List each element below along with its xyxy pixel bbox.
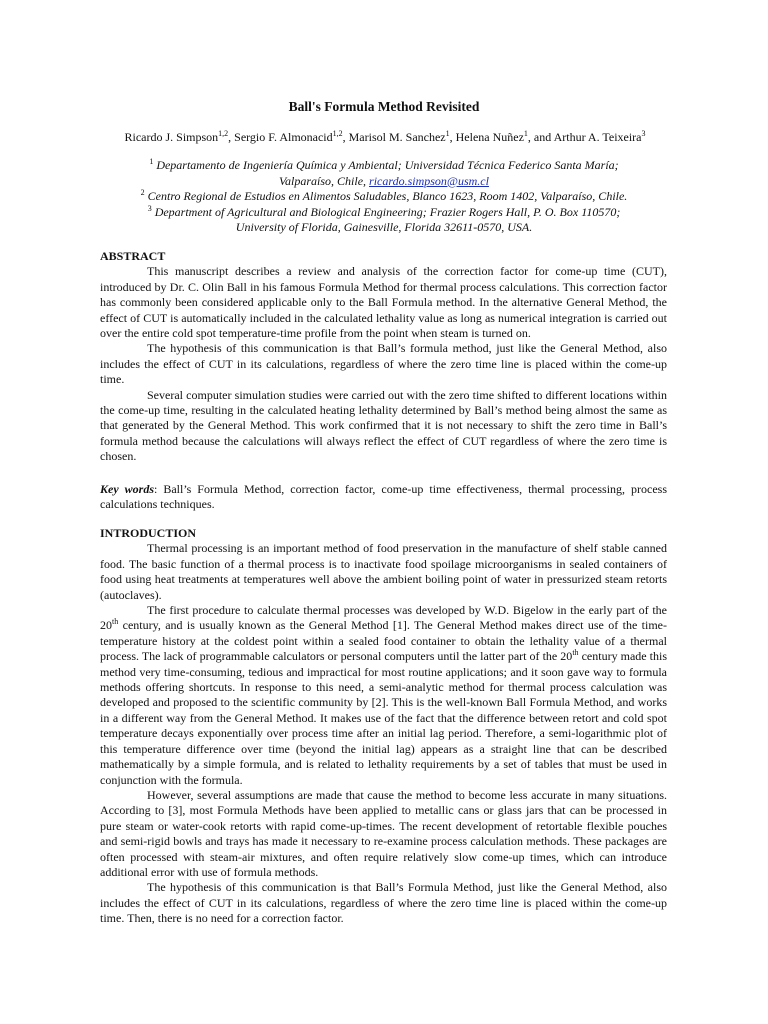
author-affiliation-marker: 1,2 (332, 129, 343, 138)
keywords-label: Key words (100, 482, 154, 496)
paper-title: Ball's Formula Method Revisited (288, 99, 480, 114)
affiliation-number: 2 (140, 188, 145, 198)
email-link[interactable]: ricardo.simpson@usm.cl (369, 173, 489, 188)
abstract-paragraph: Several computer simulation studies were carried out with the zero time shifted to different locations within the come-up time, resulting in the calculated heating lethality determined by Ball’s method being almost the same as that generated by the General Method. This work confirmed that it is not necessary to shift the zero time in Ball’s formula method because the calculations will always reflect the effect of CUT regardless of where the zero time is chosen. (100, 387, 667, 464)
paragraph-text: century made this method very time-consuming, tedious and impractical for most routine applications; and it soon gave way to formula methods offering shortcuts. In response to this need, a semi-analytic method for thermal process calculation was developed and proposed to the scientific community by [2]. This is the well-known Ball Formula Method, and works in a different way from the General Method. It makes use of the fact that the difference between retort and cold spot temperature decays exponentially over process time after an initial lag period. Therefore, a semi-logarithmic plot of this temperature difference over time (beyond the initial lag) appears as a straight line that can be described mathematically by a simple formula, and is related to lethality requirements by a set of tables that must be used in conjunction with the formula. (100, 649, 667, 787)
introduction-section (100, 526, 667, 927)
author-name: Arthur A. Teixeira (553, 130, 642, 144)
author-separator: , (228, 130, 235, 144)
affiliation-3-cont (100, 220, 668, 236)
affiliation-text: University of Florida, Gainesville, Florida 32611-0570, USA. (235, 220, 533, 235)
superscript: th (572, 648, 579, 658)
affiliation-number: 1 (149, 157, 154, 166)
affiliations (100, 158, 668, 236)
affiliation-text: Centro Regional de Estudios en Alimentos Saludables, Blanco 1623, Room 1402, Valparaíso, Chile. (147, 189, 628, 204)
paragraph-text: The first procedure to calculate thermal processes was developed by W.D. Bigelow in the early part of the 20 (100, 603, 667, 633)
keywords-section (100, 482, 667, 513)
author-name: Marisol M. Sanchez (348, 130, 446, 144)
introduction-paragraph (100, 603, 667, 788)
introduction-paragraph: Thermal processing is an important method of food preservation in the manufacture of shelf stable canned food. The basic function of a thermal process is to inactivate food spoilage microorganisms in sealed containers of food using heat treatments at temperatures well above the ambient boiling point of water in pressurized steam retorts (autoclaves). (100, 541, 667, 602)
author-name: Helena Nuñez (455, 130, 524, 144)
introduction-paragraph: The hypothesis of this communication is that Ball’s Formula Method, just like the General Method, also includes the effect of CUT in its calculations, regardless of where the zero time line is placed within the come-up time. Then, there is no need for a correction factor. (100, 880, 667, 926)
abstract-paragraph: The hypothesis of this communication is that Ball’s formula method, just like the General Method, also includes the effect of CUT in its calculations, regardless of where the zero time line is placed within the come-up time. (100, 341, 667, 387)
affiliation-number: 3 (147, 203, 152, 213)
affiliation-1-cont (100, 174, 668, 190)
author-affiliation-marker: 1,2 (218, 129, 229, 138)
author-separator: , (449, 130, 456, 144)
author-affiliation-marker: 3 (641, 129, 646, 138)
abstract-heading: ABSTRACT (100, 249, 166, 263)
affiliation-text: Valparaíso, Chile, (279, 173, 370, 188)
affiliation-text: Department of Agricultural and Biological Engineering; Frazier Rogers Hall, P. O. Box 110570; (154, 204, 621, 219)
author-affiliation-marker: 1 (523, 129, 528, 138)
introduction-paragraph: However, several assumptions are made that cause the method to become less accurate in many situations. According to [3], most Formula Methods have been applied to metallic cans or glass jars that can be processed in pure steam or water-cook retorts with rapid come-up-times. The recent development of retortable flexible pouches and semi-rigid bowls and trays has made it necessary to re-examine process calculation methods. These packages are often processed with steam-air mixtures, and often require relatively slow come-up times, which can introduce additional error with use of formula methods. (100, 787, 667, 879)
superscript: th (112, 617, 119, 627)
affiliation-3 (100, 205, 668, 221)
author-separator: , and (527, 130, 554, 144)
keywords-paragraph (100, 482, 667, 513)
author-list (90, 130, 680, 145)
abstract-paragraph: This manuscript describes a review and analysis of the correction factor for come-up time (CUT), introduced by Dr. C. Olin Ball in his famous Formula Method for thermal process calculations. This correction factor has commonly been considered applicable only to the Ball Formula method. In the alternative General Method, the effect of CUT is automatically included in the calculated lethality value as long as numerical integration is carried out over the entire cold spot temperature-time profile from the point when steam is turned on. (100, 264, 667, 341)
abstract-section (100, 249, 667, 465)
affiliation-text: Departamento de Ingeniería Química y Ambiental; Universidad Técnica Federico Santa María; (156, 158, 619, 172)
paragraph-text: century, and is usually known as the General Method [1]. The General Method makes direct use of the time-temperature history at the coldest point within a sealed food container to obtain the lethality value of a thermal process. The lack of programmable calculators or personal computers until the latter part of the 20 (100, 618, 667, 664)
keywords-text: : Ball’s Formula Method, correction factor, come-up time effectiveness, thermal processing, process calculations techniques. (100, 482, 668, 512)
author-name: Sergio F. Almonacid (234, 130, 333, 144)
author-name: Ricardo J. Simpson (124, 130, 219, 144)
introduction-heading: INTRODUCTION (100, 526, 197, 540)
affiliation-1 (100, 158, 668, 174)
author-separator: , (342, 130, 349, 144)
author-affiliation-marker: 1 (445, 129, 450, 138)
affiliation-2 (100, 189, 668, 205)
